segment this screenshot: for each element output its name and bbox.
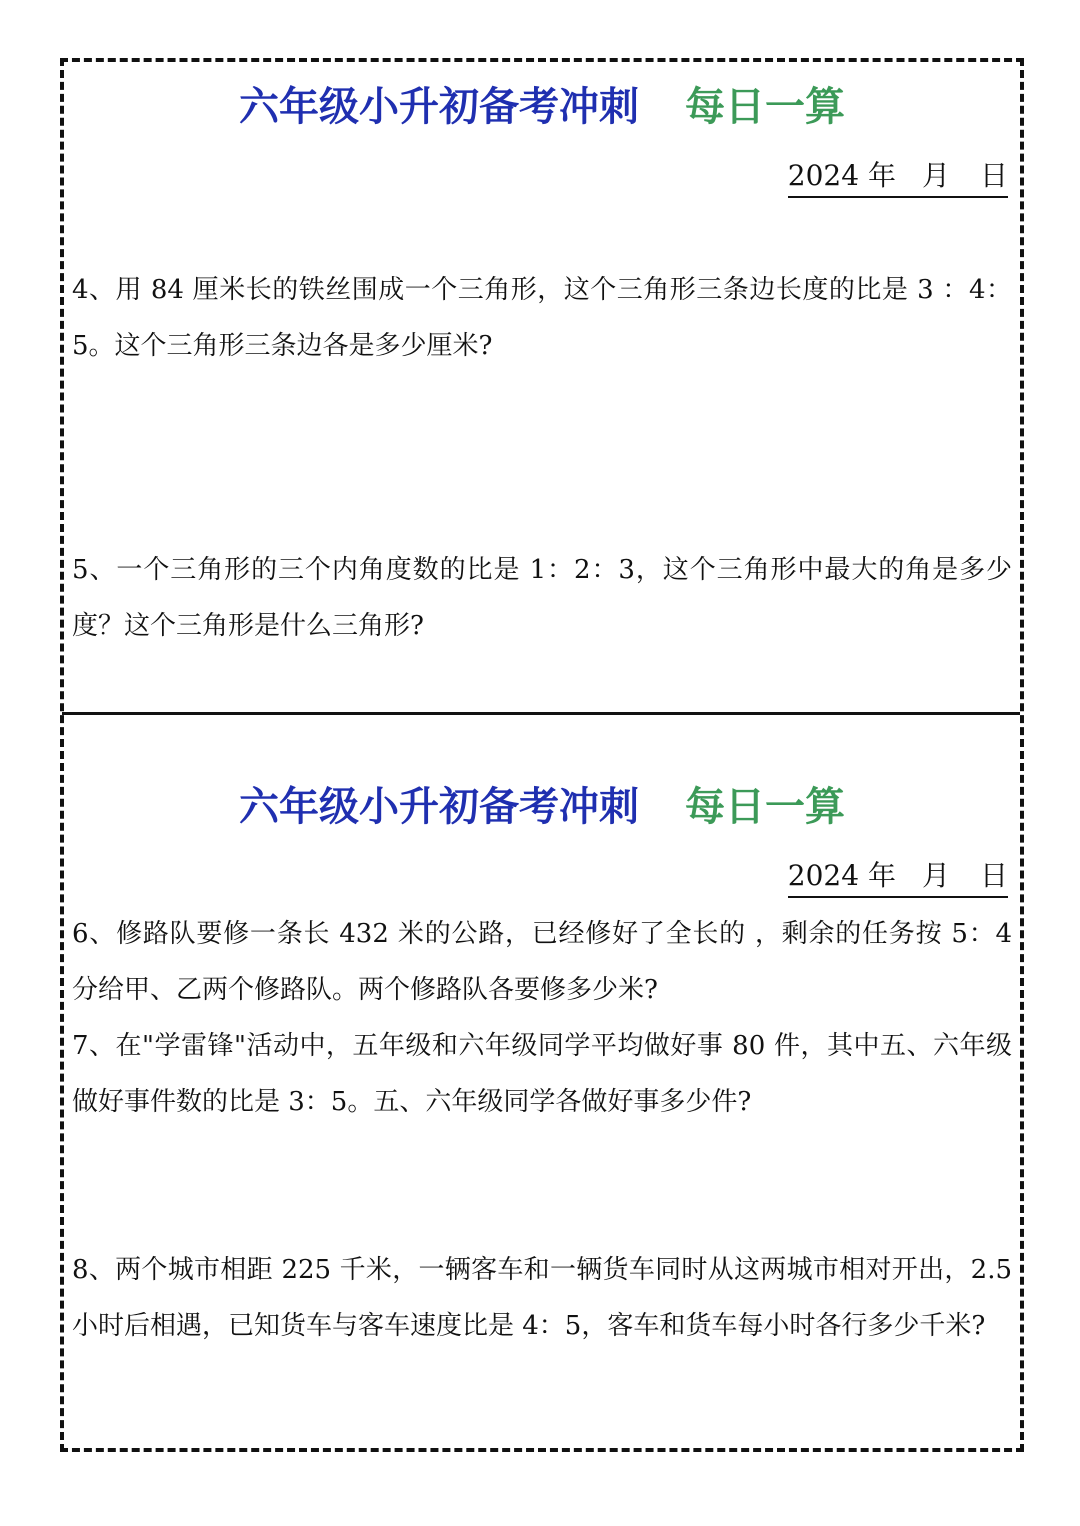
question-4: 4、用 84 厘米长的铁丝围成一个三角形，这个三角形三条边长度的比是 3 ：4：5。这个三角形三条边各是多少厘米? <box>72 275 1012 361</box>
title-main: 六年级小升初备考冲刺 <box>239 783 639 830</box>
card-title <box>72 780 1012 834</box>
worksheet-card-2 <box>72 780 1012 1420</box>
date-line <box>788 858 1008 898</box>
title-main: 六年级小升初备考冲刺 <box>239 83 639 130</box>
date-month: 月 <box>921 859 950 892</box>
question-6: 6、修路队要修一条长 432 米的公路，已经修好了全长的 ，剩余的任务按 5：4 分给甲、乙两个修路队。两个修路队各要修多少米? <box>72 919 1012 1005</box>
date-year: 2024 年 <box>787 859 896 892</box>
question-5: 5、一个三角形的三个内角度数的比是 1：2：3，这个三角形中最大的角是多少度？这个三角形是什么三角形? <box>72 555 1012 641</box>
card-title <box>72 80 1012 134</box>
worksheet-card-1 <box>72 80 1012 700</box>
date-month: 月 <box>921 159 950 192</box>
date-year: 2024 年 <box>787 159 896 192</box>
title-sub: 每日一算 <box>685 83 845 130</box>
title-sub: 每日一算 <box>685 783 845 830</box>
date-line <box>788 158 1008 198</box>
section-divider <box>62 712 1020 715</box>
date-day: 日 <box>979 159 1008 192</box>
question-8: 8、两个城市相距 225 千米，一辆客车和一辆货车同时从这两城市相对开出，2.5 小时后相遇，已知货车与客车速度比是 4：5，客车和货车每小时各行多少千米? <box>72 1255 1012 1341</box>
date-day: 日 <box>979 859 1008 892</box>
question-7: 7、在"学雷锋"活动中，五年级和六年级同学平均做好事 80 件，其中五、六年级做好事件数的比是 3：5。五、六年级同学各做好事多少件? <box>72 1031 1012 1117</box>
